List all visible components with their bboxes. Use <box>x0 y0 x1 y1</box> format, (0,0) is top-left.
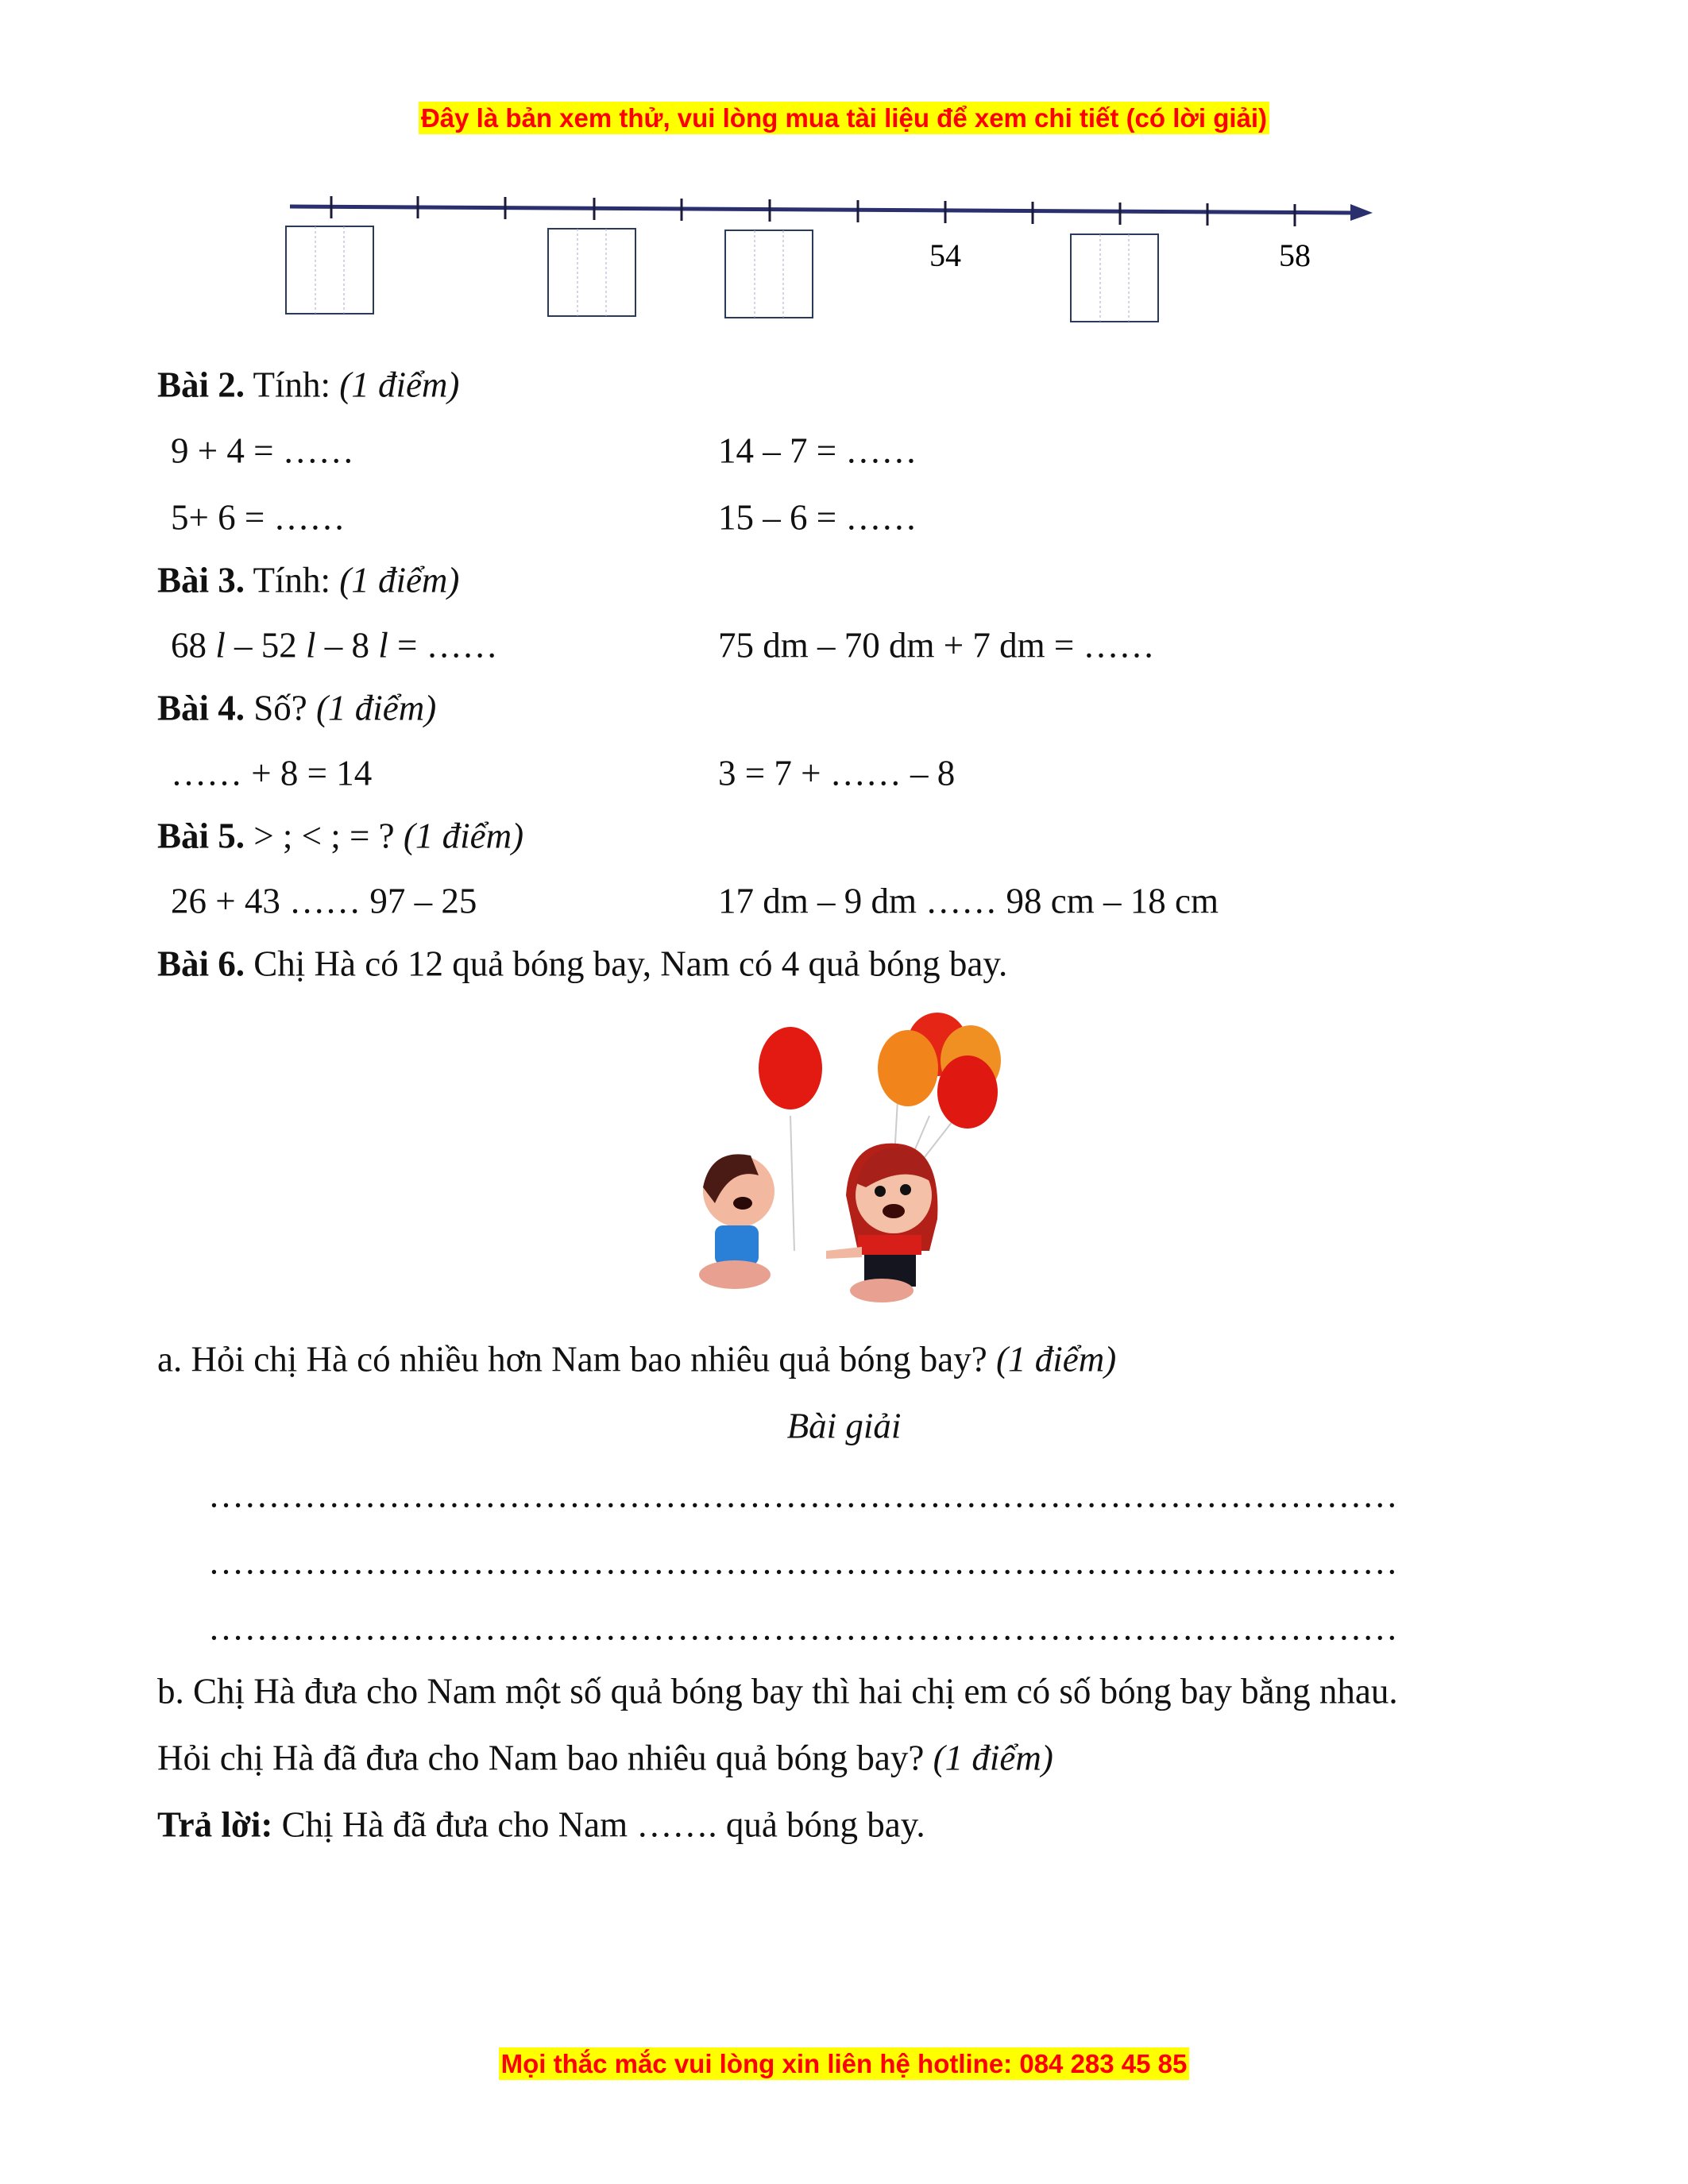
bai2-item: 9 + 4 = …… <box>171 430 354 471</box>
answer-line[interactable]: ……………………………………………………………………………………… <box>208 1475 1399 1515</box>
bai4-heading: Bài 4. Số? (1 điểm) <box>157 688 437 728</box>
answer-box[interactable] <box>1071 234 1158 322</box>
question-b-line2: Hỏi chị Hà đã đưa cho Nam bao nhiêu quả bóng bay? (1 điểm) <box>157 1738 1053 1778</box>
arrow-head-icon <box>1350 204 1373 221</box>
number-line <box>278 183 1390 334</box>
bai3-item: 68 l – 52 l – 8 l = …… <box>171 625 498 666</box>
girl-figure <box>826 1144 937 1302</box>
question-a: a. Hỏi chị Hà có nhiều hơn Nam bao nhiêu quả bóng bay? (1 điểm) <box>157 1339 1117 1379</box>
question-b-line1: b. Chị Hà đưa cho Nam một số quả bóng bay thì hai chị em có số bóng bay bằng nhau. <box>157 1671 1398 1711</box>
tick-label-58: 58 <box>1279 237 1311 273</box>
bai2-item: 15 – 6 = …… <box>718 497 917 538</box>
balloon-icon <box>937 1055 998 1129</box>
answer-line[interactable]: ……………………………………………………………………………………… <box>208 1607 1399 1648</box>
answer-box[interactable] <box>548 229 635 316</box>
number-line-axis <box>290 206 1354 213</box>
solution-title: Bài giải <box>786 1406 902 1446</box>
bai2-item: 5+ 6 = …… <box>171 497 346 538</box>
answer-sentence: Trả lời: Chị Hà đã đưa cho Nam ……. quả bóng bay. <box>157 1804 925 1845</box>
preview-notice: Đây là bản xem thử, vui lòng mua tài liệu để xem chi tiết (có lời giải) <box>0 103 1688 133</box>
bai5-item: 17 dm – 9 dm …… 98 cm – 18 cm <box>718 881 1219 921</box>
balloon-icon <box>759 1027 822 1109</box>
balloon-icon <box>878 1030 938 1106</box>
answer-box[interactable] <box>725 230 813 318</box>
answer-line[interactable]: ……………………………………………………………………………………… <box>208 1542 1399 1582</box>
bai5-item: 26 + 43 …… 97 – 25 <box>171 881 477 921</box>
boy-figure <box>699 1154 774 1289</box>
answer-box[interactable] <box>286 226 373 314</box>
bai2-heading: Bài 2. Tính: (1 điểm) <box>157 365 460 405</box>
bai3-item: 75 dm – 70 dm + 7 dm = …… <box>718 625 1155 666</box>
bai4-item: 3 = 7 + …… – 8 <box>718 753 956 793</box>
bai3-heading: Bài 3. Tính: (1 điểm) <box>157 560 460 600</box>
bai6-heading: Bài 6. Chị Hà có 12 quả bóng bay, Nam có 4 quả bóng bay. <box>157 943 1008 984</box>
bai4-item: …… + 8 = 14 <box>171 753 373 793</box>
tick-label-54: 54 <box>929 237 961 273</box>
bai5-heading: Bài 5. > ; < ; = ? (1 điểm) <box>157 816 524 856</box>
balloons-illustration <box>667 1013 1017 1314</box>
hotline-notice: Mọi thắc mắc vui lòng xin liên hệ hotline: 084 283 45 85 <box>0 2049 1688 2079</box>
bai2-item: 14 – 7 = …… <box>718 430 917 471</box>
